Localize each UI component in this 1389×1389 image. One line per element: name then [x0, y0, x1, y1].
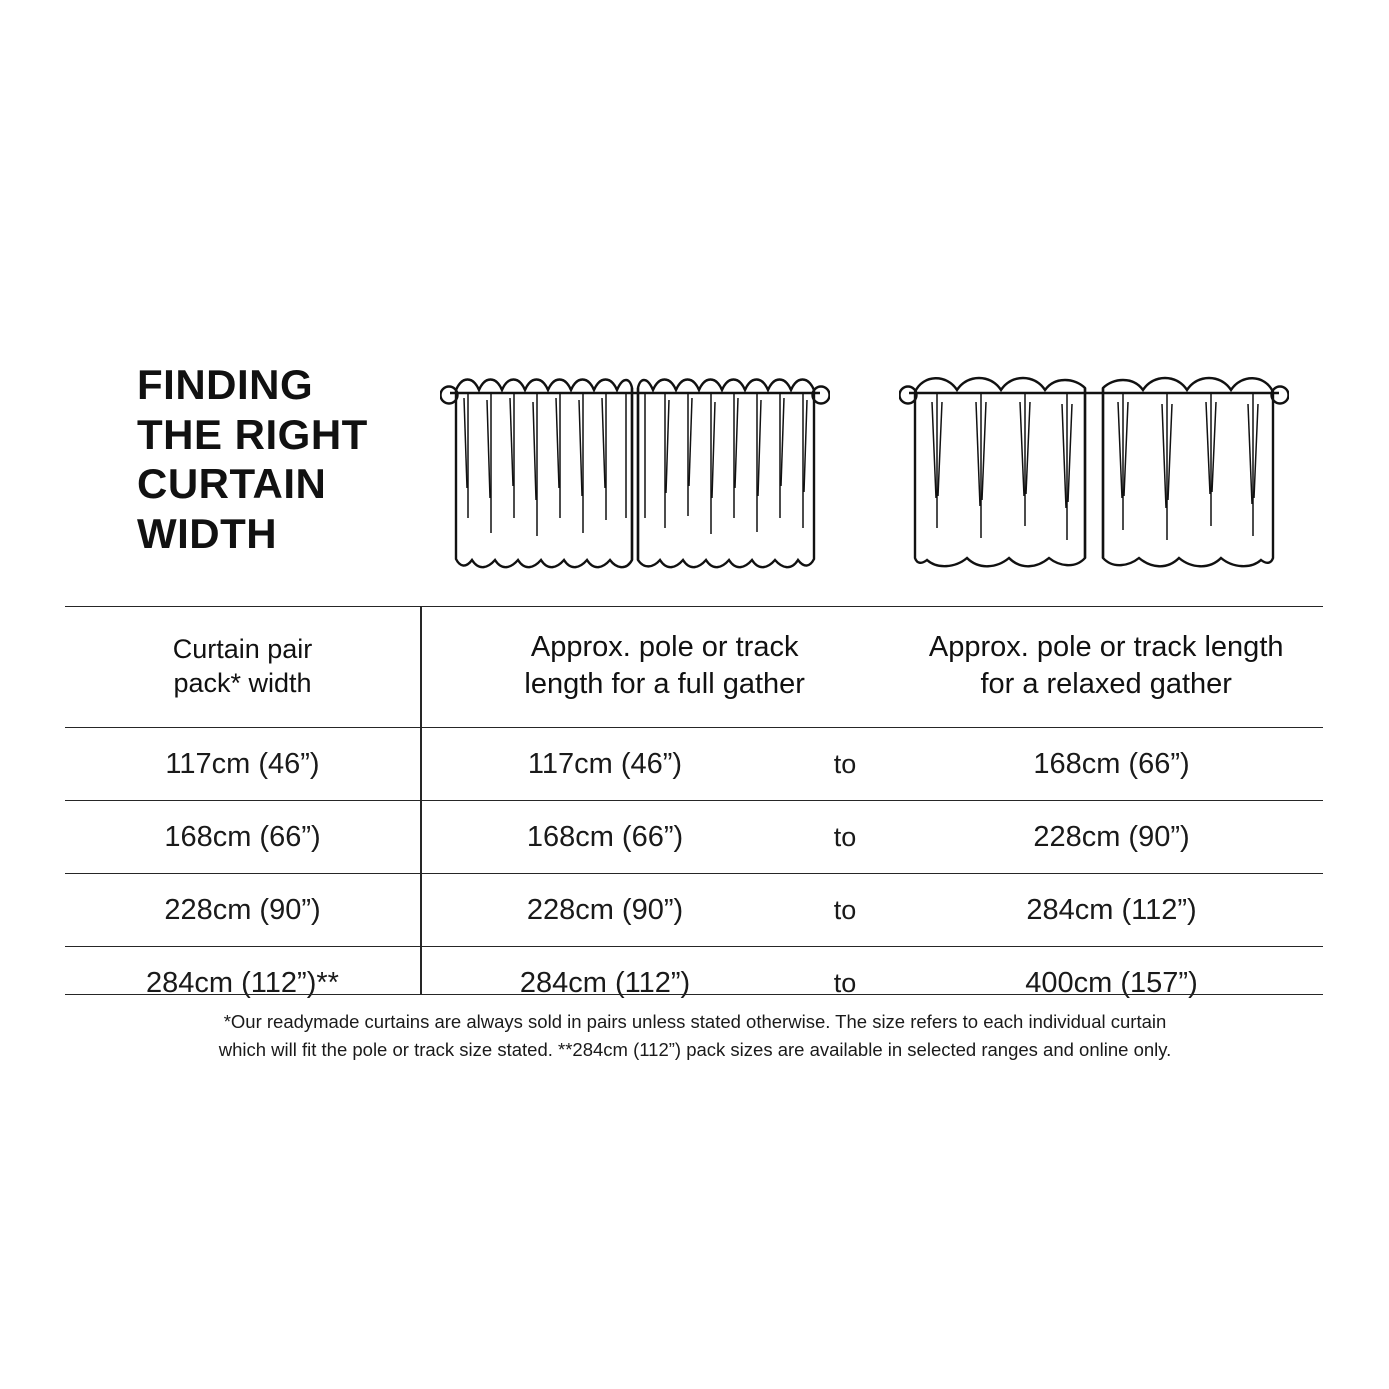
page-title-line-1: FINDING	[137, 361, 314, 408]
table-body	[65, 727, 1323, 1019]
curtain-full-gather-illustration	[440, 368, 830, 583]
footnote-line-1: *Our readymade curtains are always sold in pairs unless stated otherwise. The size refers to each individual curtain	[223, 1011, 1167, 1032]
header-cell-pack-width	[65, 607, 420, 727]
cell-gather-range	[420, 728, 1323, 800]
cell-full-gather: 117cm (46”)	[527, 747, 683, 780]
illustration-group	[405, 360, 1323, 583]
cell-to-label: to	[833, 967, 857, 998]
cell-gather-range	[420, 801, 1323, 873]
page-title-line-3: CURTAIN	[137, 460, 327, 508]
cell-to-label: to	[833, 748, 857, 779]
header-relaxed-gather-line-1: Approx. pole or track length	[928, 631, 1284, 663]
page-title	[65, 360, 405, 558]
header-full-gather-line-1: Approx. pole or track	[530, 631, 799, 663]
cell-full-gather: 228cm (90”)	[526, 893, 684, 926]
size-table	[65, 606, 1323, 1019]
cell-pack-width: 168cm (66”)	[164, 820, 321, 853]
table-row	[65, 727, 1323, 800]
cell-full-gather: 284cm (112”)	[519, 966, 691, 999]
cell-relaxed-gather: 168cm (66”)	[1033, 747, 1190, 780]
table-header-row	[65, 606, 1323, 727]
header-full-gather-line-2: length for a full gather	[524, 668, 805, 701]
table-row	[65, 800, 1323, 873]
footnote	[130, 1008, 1260, 1064]
footnote-line-2: which will fit the pole or track size stated. **284cm (112”) pack sizes are available in selected ranges and online only.	[218, 1038, 1172, 1060]
header-pack-width-line-1: Curtain pair	[172, 633, 313, 664]
page-title-line-4: WIDTH	[137, 509, 278, 557]
cell-to-label: to	[833, 894, 857, 925]
table-bottom-rule	[65, 994, 1323, 995]
cell-relaxed-gather: 284cm (112”)	[1026, 893, 1197, 926]
table-row	[65, 873, 1323, 946]
cell-pack-width: 228cm (90”)	[164, 893, 321, 926]
cell-relaxed-gather: 228cm (90”)	[1033, 820, 1190, 853]
page-title-line-2: THE RIGHT	[137, 410, 368, 458]
header-cell-gather	[420, 607, 1323, 727]
cell-relaxed-gather: 400cm (157”)	[1025, 966, 1198, 999]
table-vertical-divider	[420, 606, 422, 994]
cell-to-label: to	[833, 821, 857, 852]
cell-pack-width: 284cm (112”)**	[146, 966, 339, 999]
cell-gather-range	[420, 874, 1323, 946]
curtain-relaxed-gather-illustration	[899, 368, 1289, 583]
cell-pack-width: 117cm (46”)	[165, 747, 320, 780]
header-relaxed-gather-line-2: for a relaxed gather	[980, 668, 1232, 701]
header-block	[65, 360, 1323, 600]
cell-full-gather: 168cm (66”)	[526, 820, 684, 853]
table-header	[65, 606, 1323, 727]
header-cell-full-gather	[430, 629, 899, 703]
header-cell-relaxed-gather	[899, 629, 1313, 703]
header-pack-width-line-2: pack* width	[173, 668, 312, 699]
